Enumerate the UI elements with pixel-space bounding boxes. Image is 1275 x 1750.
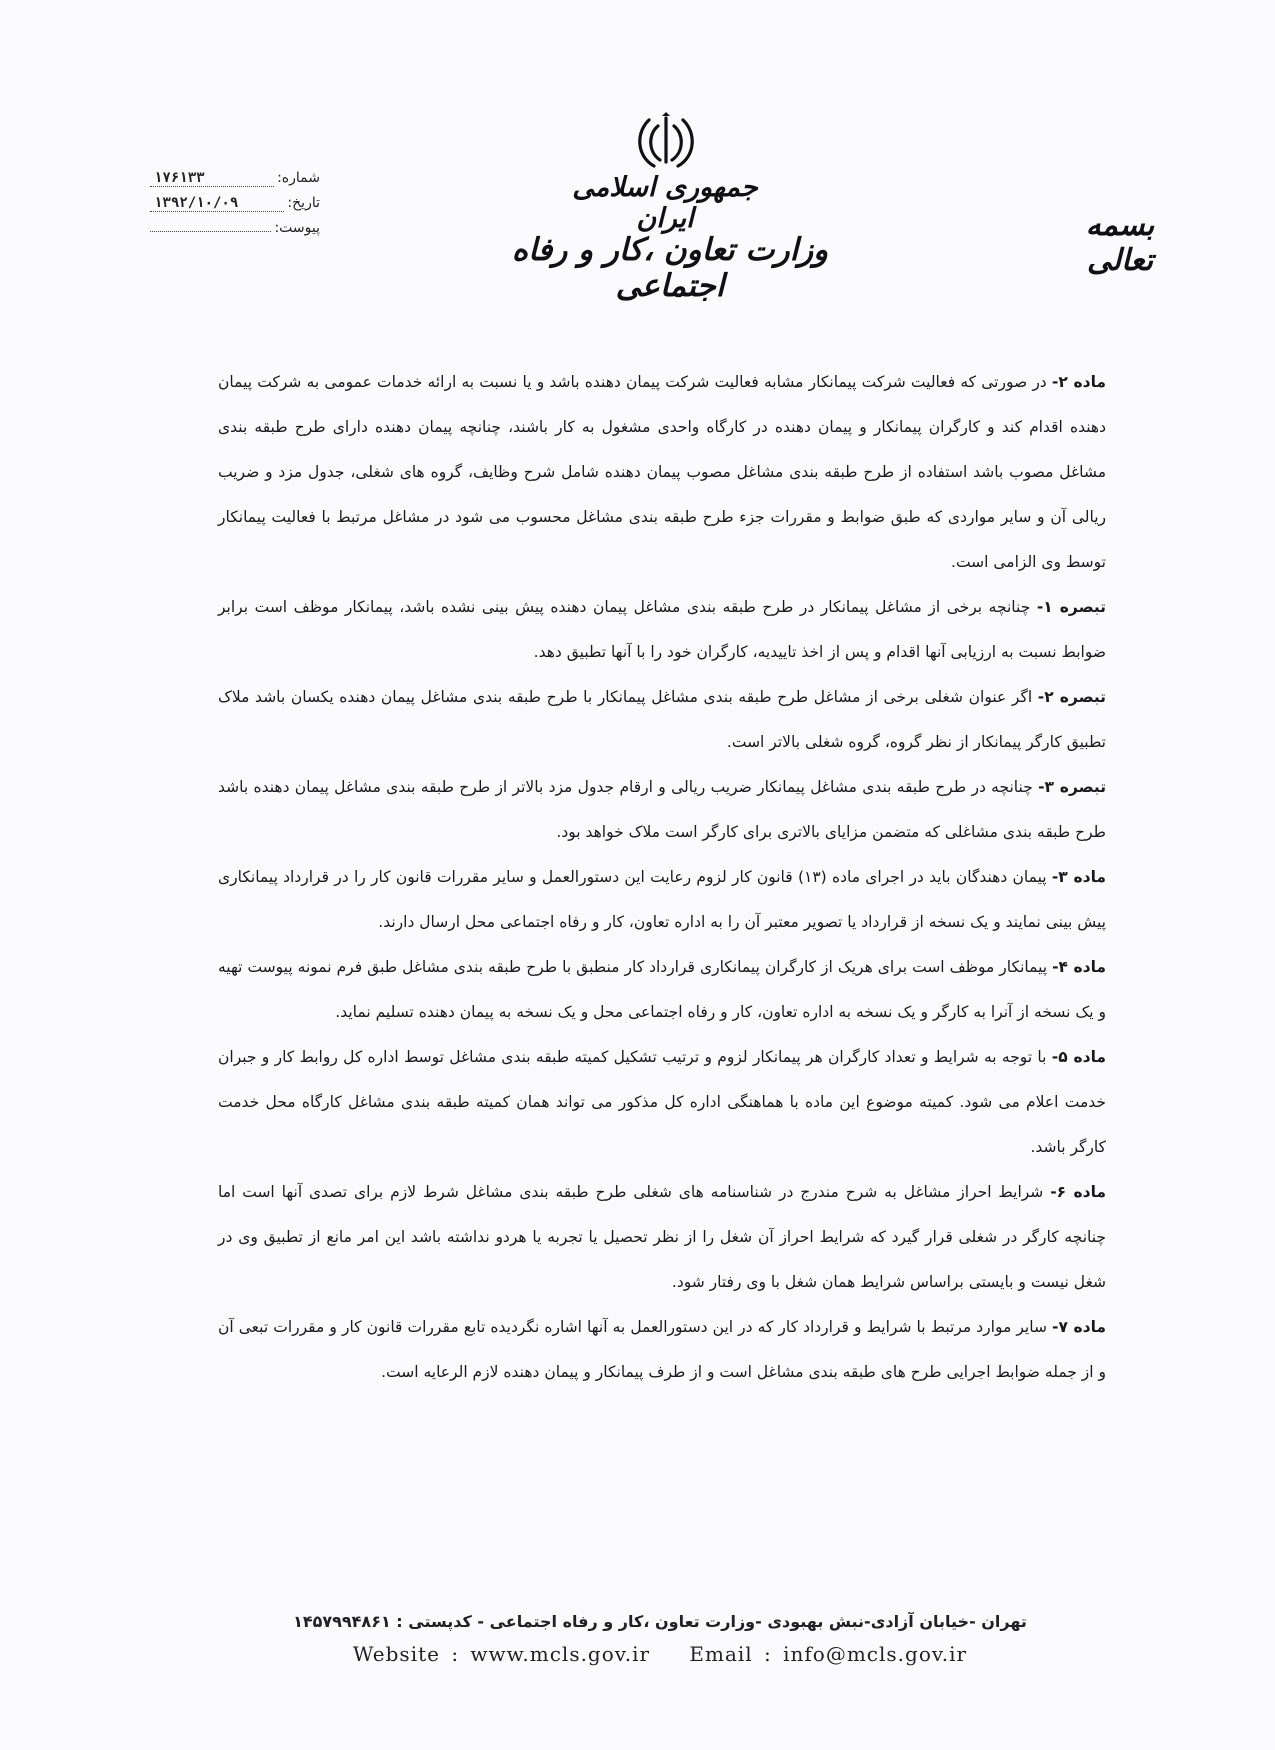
note-text: چنانچه برخی از مشاغل پیمانکار در طرح طبقه بندی مشاغل پیمان دهنده پیش بینی نشده باشد، پیمانکار موظف است برابر ضوابط نسبت به ارزیابی آنها اقدام و پس از اخذ تاییدیه، کارگران خود را با آنها تطبیق دهد. [218, 598, 1106, 661]
note-label: تبصره ۲- [1037, 688, 1107, 706]
article-label: ماده ۳- [1051, 868, 1106, 886]
article-3 [218, 855, 1106, 945]
note-text: اگر عنوان شغلی برخی از مشاغل طرح طبقه بندی مشاغل پیمانکار با طرح طبقه بندی مشاغل پیمان دهنده یکسان باشد ملاک تطبیق کارگر پیمانکار از نظر گروه، گروه شغلی بالاتر است. [218, 688, 1106, 751]
note-2 [218, 675, 1106, 765]
article-label: ماده ۶- [1050, 1183, 1106, 1201]
reference-block [150, 170, 320, 245]
article-label: ماده ۷- [1052, 1318, 1106, 1336]
article-text: شرایط احراز مشاغل به شرح مندرج در شناسنامه های شغلی طرح طبقه بندی مشاغل شرط لازم برای تصدی آنها است اما چنانچه کارگر در شغلی قرار گیرد که شرایط احراز آن شغل را از نظر تحصیل یا تجربه یا هردو نداشته باشد این امر مانع از تطبیق وی در شغل نیست و بایستی براساس شرایط همان شغل با وی رفتار شود. [218, 1183, 1106, 1291]
attachment-row [150, 220, 320, 245]
ministry-name: وزارت تعاون ،کار و رفاه اجتماعی [511, 232, 829, 304]
date-label: تاریخ: [287, 195, 320, 211]
date-value: ۱۳۹۲/۱۰/۰۹ [150, 195, 284, 212]
article-6 [218, 1170, 1106, 1305]
article-text: در صورتی که فعالیت شرکت پیمانکار مشابه فعالیت شرکت پیمان دهنده باشد و یا نسبت به ارائه خدمات عمومی به شرکت پیمان دهنده اقدام کند و کارگران پیمانکار و پیمان دهنده در کارگاه واحدی مشغول به کار باشند، چنانچه پیمان دهنده دارای طرح طبقه بندی مشاغل مصوب باشد استفاده از طرح طبقه بندی مشاغل مصوب پیمان دهنده شامل شرح وظایف، گروه های شغلی، جدول مزد و ضریب ریالی آن و سایر مواردی که طبق ضوابط و مقررات جزء طرح طبقه بندی مشاغل محسوب می شود در مشاغل مرتبط با فعالیت پیمانکار توسط وی الزامی است. [218, 373, 1106, 571]
article-text: پیمانکار موظف است برای هریک از کارگران پیمانکاری قرارداد کار منطبق با طرح طبقه بندی مشاغل طبق فرم نمونه پیوست تهیه و یک نسخه از آنرا به کارگر و یک نسخه به اداره تعاون، کار و رفاه اجتماعی محل و یک نسخه به پیمان دهنده تسلیم نماید. [218, 958, 1106, 1021]
footer-contact [260, 1642, 1060, 1666]
article-7 [218, 1305, 1106, 1395]
note-label: تبصره ۱- [1036, 598, 1106, 616]
republic-name: جمهوری اسلامی ایران [572, 172, 758, 234]
number-label: شماره: [277, 170, 320, 186]
attachment-label: پیوست: [274, 220, 320, 236]
note-1 [218, 585, 1106, 675]
footer-website-link[interactable]: Website : www.mcls.gov.ir [352, 1642, 651, 1666]
article-label: ماده ۲- [1051, 373, 1106, 391]
date-row [150, 195, 320, 220]
article-text: پیمان دهندگان باید در اجرای ماده (۱۳) قانون کار لزوم رعایت این دستورالعمل و سایر مقررات قانون کار را در قرارداد پیمانکاری پیش بینی نمایند و یک نسخه از قرارداد یا تصویر معتبر آن را به اداره تعاون، کار و رفاه اجتماعی محل ارسال دارند. [218, 868, 1106, 931]
article-text: با توجه به شرایط و تعداد کارگران هر پیمانکار لزوم و ترتیب تشکیل کمیته طبقه بندی مشاغل توسط اداره کل روابط کار و جبران خدمت اعلام می شود. کمیته موضوع این ماده با هماهنگی اداره کل مذکور می تواند همان کمیته طبقه بندی مشاغل کارگاه محل خدمت کارگر باشد. [218, 1048, 1106, 1156]
footer-address: تهران -خیابان آزادی-نبش بهبودی -وزارت تعاون ،کار و رفاه اجتماعی - کدپستی : ۱۴۵۷۹۹۴۸۶۱ [293, 1612, 1027, 1631]
article-4 [218, 945, 1106, 1035]
letter-body [218, 360, 1106, 1395]
article-text: سایر موارد مرتبط با شرایط و قرارداد کار که در این دستورالعمل به آنها اشاره نگردیده تابع مقررات قانون کار و مقررات تبعی آن و از جمله ضوابط اجرایی طرح های طبقه بندی مشاغل است و از طرف پیمانکار و پیمان دهنده لازم الرعایه است. [218, 1318, 1106, 1381]
article-5 [218, 1035, 1106, 1170]
article-label: ماده ۴- [1052, 958, 1106, 976]
article-2 [218, 360, 1106, 585]
iran-emblem-icon [634, 112, 698, 170]
article-label: ماده ۵- [1051, 1048, 1107, 1066]
basmala-heading: بسمه تعالی [1085, 208, 1155, 278]
note-label: تبصره ۳- [1038, 778, 1107, 796]
attachment-value [150, 231, 271, 232]
note-3 [218, 765, 1106, 855]
number-row [150, 170, 320, 195]
note-text: چنانچه در طرح طبقه بندی مشاغل پیمانکار ضریب ریالی و ارقام جدول مزد بالاتر از طرح طبقه بندی مشاغل پیمان دهنده باشد طرح طبقه بندی مشاغلی که متضمن مزایای بالاتری برای کارگر است ملاک خواهد بود. [218, 778, 1106, 841]
number-value: ۱۷۶۱۳۳ [150, 170, 274, 187]
footer-email-link[interactable]: Email : info@mcls.gov.ir [689, 1642, 968, 1666]
